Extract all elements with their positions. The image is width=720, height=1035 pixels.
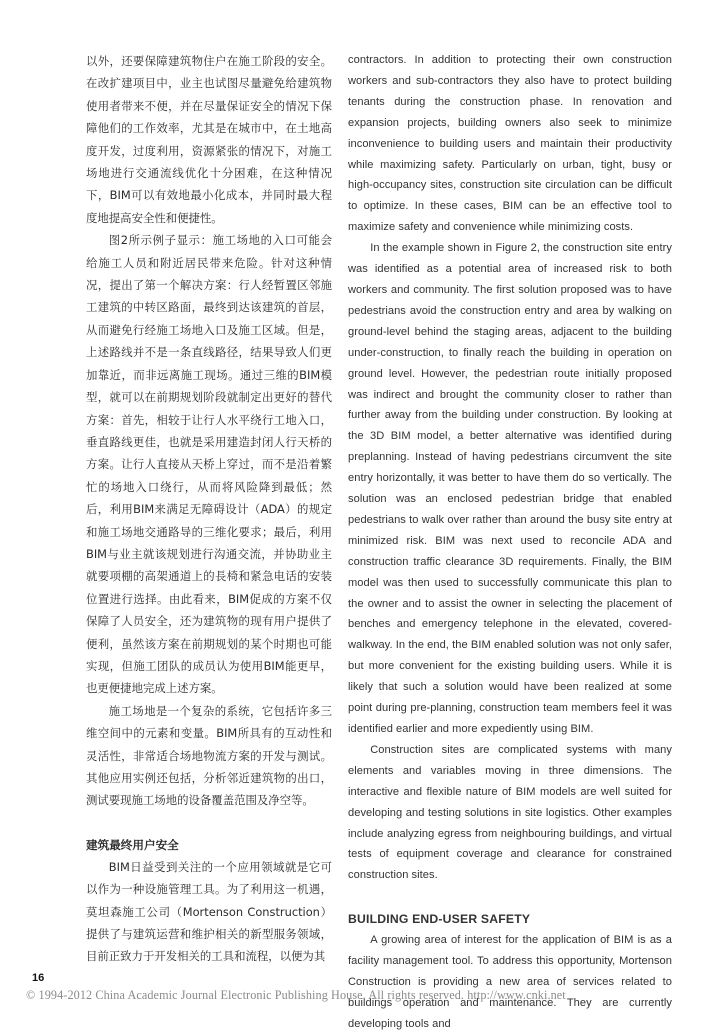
- english-paragraph-3: Construction sites are complicated systems with many elements and variables moving in three dimensions. The interactive and flexible nature of BIM models are well suited for developing and testing solutions in site logistics. Other examples include analyzing egress from neighbouring buildings, and virtual tests of equipment coverage and clearance for constrained construction sites.: [348, 743, 672, 882]
- chinese-text-column: [86, 50, 332, 968]
- english-paragraph-4: A growing area of interest for the application of BIM is as a facility management tool. To address this opportunity, Mortenson Construction is providing a new area of services related to buildings operation and maintenance. They are currently developing tools and: [348, 934, 672, 1030]
- chinese-paragraph-2: 图2所示例子显示：施工场地的入口可能会给施工人员和附近居民带来危险。针对这种情况，提出了第一个解决方案：行人经暂置区邻施工建筑的中转区路面，最终到达该建筑的首层，从而避免行经施工场地入口及施工区域。但是，上述路线并不是一条直线路径，结果导致人们更加靠近，而非远离施工现场。通过三维的BIM模型，就可以在前期规划阶段就制定出更好的替代方案：首先，相较于让行人水平绕行工地入口，垂直路线更佳，也就是采用建造封闭人行天桥的方案。让行人直接从天桥上穿过，而不是沿着繁忙的场地入口绕行，从而将风险降到最低；然后，利用BIM来满足无障碍设计（ADA）的规定和施工场地交通路导的三维化要求；最后，利用BIM与业主就该规划进行沟通交流，并协助业主就要项棚的高架通道上的長椅和紧急电话的安装位置进行选择。由此看来，BIM促成的方案不仅保障了人员安全，还为建筑物的现有用户提供了便利，虽然该方案在前期规划的某个时期也可能实现，但施工团队的成员认为使用BIM能更早，也更便捷地完成上述方案。: [86, 233, 332, 696]
- english-paragraph-1: contractors. In addition to protecting their own construction workers and sub-contractors they also have to protect building tenants during the construction phase. In renovation and expansion projects, building owners also seek to minimize inconvenience to building users and maintain their productivity while maximizing safety. Particularly on urban, tight, busy or high-occupancy sites, construction site circulation can be difficult to optimize. In these cases, BIM can be an effective tool to maximize safety and convenience while minimizing costs.: [348, 54, 672, 234]
- chinese-section-heading: 建筑最终用户安全: [86, 837, 179, 852]
- section-gap: [348, 886, 672, 908]
- english-text-column: [348, 50, 672, 1035]
- chinese-paragraph-4: BIM日益受到关注的一个应用领域就是它可以作为一种设施管理工具。为了利用这一机遇，莫坦森施工公司（Mortenson Construction）提供了与建筑运营和维护相关的新型服务领域，目前正致力于开发相关的工具和流程，以便为其: [86, 859, 332, 964]
- chinese-paragraph-3: 施工场地是一个复杂的系统，它包括许多三维空间中的元素和变量。BIM所具有的互动性和灵活性，非常适合场地物流方案的开发与测试。其他应用实例还包括，分析邻近建筑物的出口，测试要现施工场地的设备覆盖范围及净空等。: [86, 703, 332, 808]
- copyright-footer: © 1994-2012 China Academic Journal Electronic Publishing House. All rights reserved. http://www.cnki.net: [26, 988, 566, 1002]
- english-paragraph-2: In the example shown in Figure 2, the construction site entry was identified as a potential area of increased risk to both workers and community. The first solution proposed was to have pedestrians avoid the construction entry and area by walking on ground-level behind the staging areas, adjacent to the building under-construction, to finally reach the building in operation on ground level. However, the pedestrian route initially proposed was indirect and brought the community closer to rather than further away from the building under construction. By looking at the 3D BIM model, a better alternative was identified during preplanning. Instead of having pedestrians circumvent the site entry horizontally, it was better to have them do so vertically. The solution was an enclosed pedestrian bridge that enabled pedestrians to walk over rather than around the busy site entry at minimized risk. BIM was next used to reconcile ADA and construction traffic clearance 3D requirements. Finally, the BIM model was then used to successfully communicate this plan to the owner and to assist the owner in selecting the placement of benches and emergency telephone in the elevated, covered-walkway. In the end, the BIM enabled solution was not only safer, but more convenient for the existing building users. While it is likely that such a solution would have been realized at some point during pre-planning, construction team members feel it was identified earlier and more expediently using BIM.: [348, 242, 672, 735]
- page-number: 16: [32, 972, 45, 984]
- section-gap: [86, 812, 332, 834]
- english-section-heading: BUILDING END-USER SAFETY: [348, 912, 531, 927]
- chinese-paragraph-1: 以外，还要保障建筑物住户在施工阶段的安全。在改扩建项目中，业主也试图尽量避免给建筑物使用者带来不便，并在尽量保证安全的情况下保障他们的工作效率，尤其是在城市中，在土地高度开发，过度利用，资源紧张的情况下，对施工场地进行交通流线优化十分困难，在这种情况下，BIM可以有效地最小化成本，并同时最大程度地提高安全性和便捷性。: [86, 54, 332, 225]
